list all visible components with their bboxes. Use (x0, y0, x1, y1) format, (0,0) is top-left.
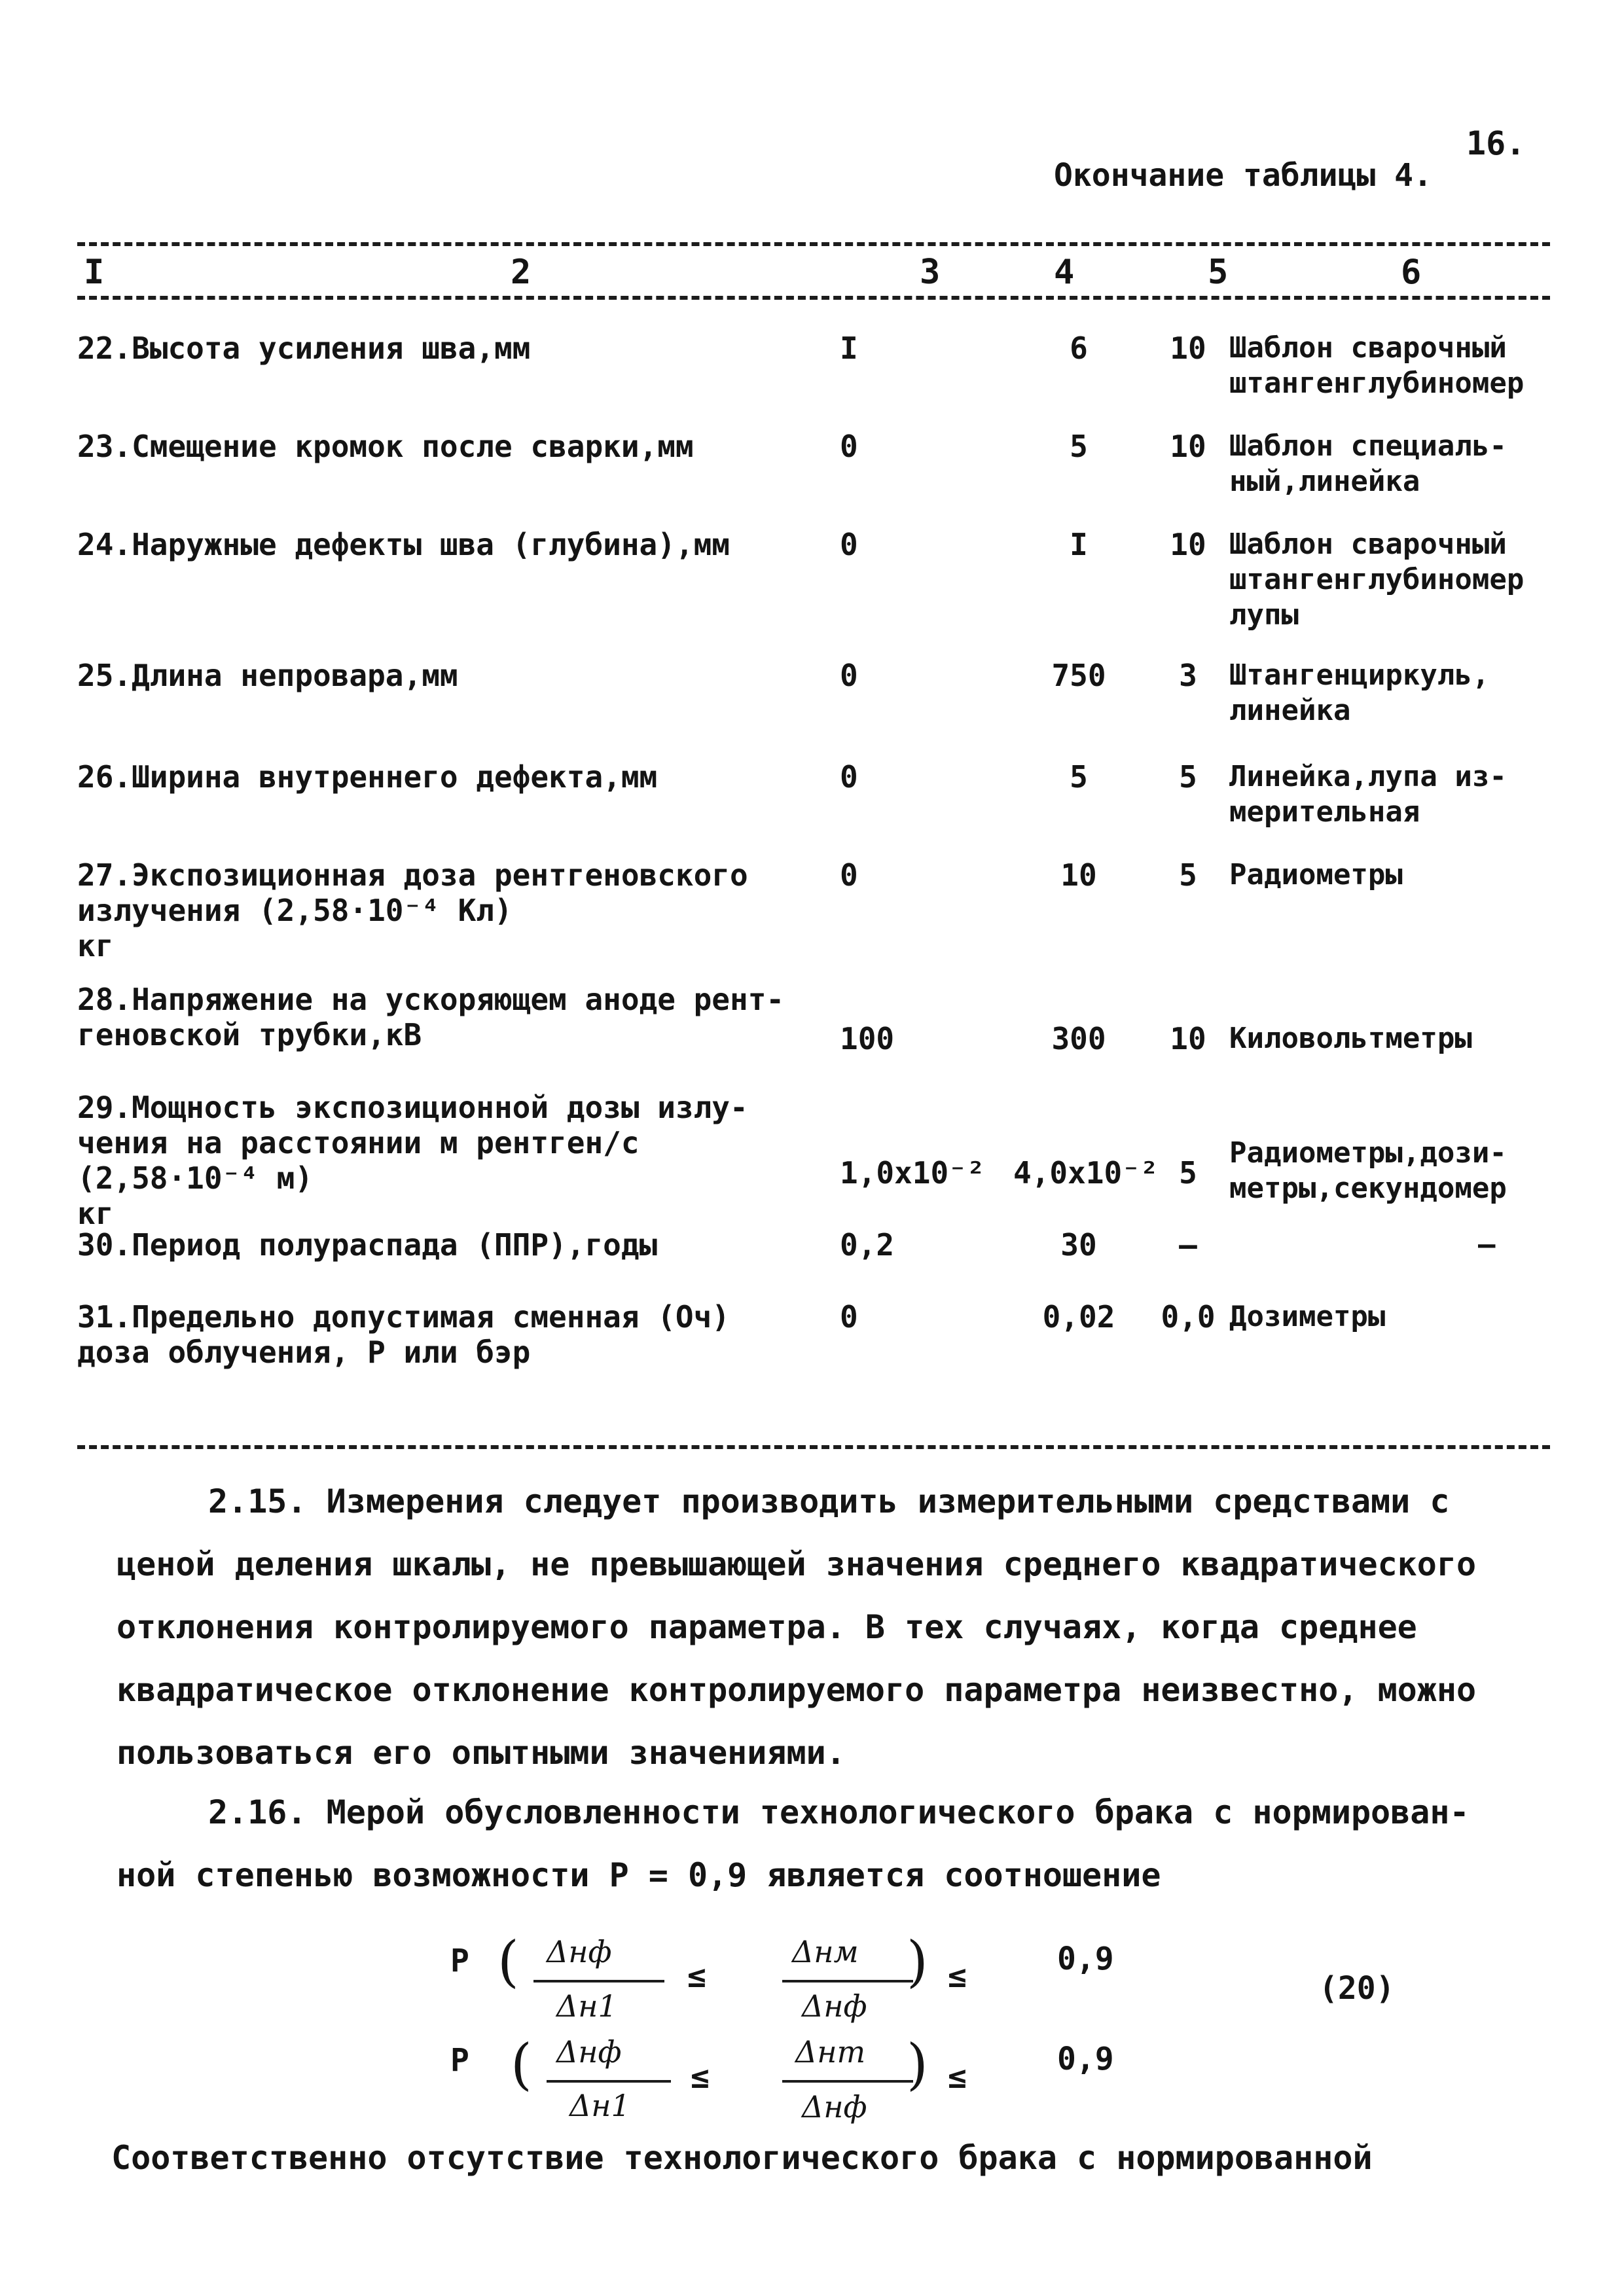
formula-le-2a: ≤ (691, 2059, 710, 2096)
col-header-6: 6 (1401, 253, 1422, 292)
row-col4: 300 (1051, 1021, 1106, 1056)
text-line: 2.15. Измерения следует производить измерительными средствами с (208, 1482, 1450, 1520)
text-line: пользоваться его опытными значениями. (117, 1734, 846, 1772)
row-col5: 10 (1170, 1021, 1206, 1056)
row-parameter: 22.Высота усиления шва,мм (77, 331, 531, 366)
formula-le-2b: ≤ (948, 2059, 967, 2096)
formula-fraction-bar (782, 1980, 913, 1982)
table-top-rule (77, 242, 1550, 246)
row-parameter: 24.Наружные дефекты шва (глубина),мм (77, 527, 730, 562)
row-col5: 10 (1170, 527, 1206, 562)
formula-num-right-2: Δнт (795, 2034, 866, 2070)
row-col5: 3 (1179, 658, 1197, 693)
row-col4: 4,0x10⁻² (1013, 1155, 1159, 1191)
row-col4: 5 (1070, 759, 1088, 795)
row-parameter: 25.Длина непровара,мм (77, 658, 458, 693)
text-line: отклонения контролируемого параметра. В тех случаях, когда среднее (117, 1608, 1417, 1646)
row-col3: 0 (840, 429, 858, 464)
page-number: 16. (1466, 124, 1526, 162)
formula-num-left-1: Δнф (547, 1934, 612, 1969)
row-col3: 0 (840, 658, 858, 693)
row-col3: 0 (840, 857, 858, 893)
row-instrument: Линейка,лупа из- мерительная (1229, 760, 1507, 829)
row-col3: I (840, 331, 858, 366)
formula-den-left-1: Δн1 (556, 1988, 617, 2024)
formula-number: (20) (1319, 1970, 1395, 2007)
row-col5: 5 (1179, 759, 1197, 795)
formula-den-left-2: Δн1 (569, 2088, 630, 2123)
col-header-2: 2 (511, 253, 532, 292)
text-line: квадратическое отклонение контролируемого параметра неизвестно, можно (117, 1671, 1477, 1709)
col-header-1: I (84, 253, 105, 292)
row-col5: 10 (1170, 331, 1206, 366)
row-col3: 0 (840, 527, 858, 562)
text-line: ной степенью возможности Р = 0,9 является соотношение (117, 1856, 1161, 1894)
row-col5: 5 (1179, 857, 1197, 893)
row-parameter: 28.Напряжение на ускоряющем аноде рент- геновской трубки,кВ (77, 982, 785, 1052)
row-parameter: 26.Ширина внутреннего дефекта,мм (77, 759, 658, 795)
row-instrument: – (1478, 1228, 1496, 1261)
col-header-4: 4 (1054, 253, 1075, 292)
table-header-rule (77, 296, 1550, 300)
formula-fraction-bar (547, 2080, 671, 2083)
row-parameter: 23.Смещение кромок после сварки,мм (77, 429, 694, 464)
row-col3: 100 (840, 1021, 895, 1056)
formula-den-right-2: Δнф (802, 2089, 867, 2125)
row-instrument: Дозиметры (1229, 1300, 1386, 1333)
paragraph-2-16 (117, 1793, 1517, 1919)
formula-value-1: 0,9 (1057, 1941, 1114, 1977)
row-instrument: Шаблон сварочный штангенглубиномер лупы (1229, 528, 1525, 632)
row-parameter: 29.Мощность экспозиционной дозы излу- чения на расстоянии м рентген/с (2,58·10⁻⁴ м) кг (77, 1090, 748, 1231)
row-col3: 0,2 (840, 1227, 895, 1263)
row-col3: 0 (840, 1299, 858, 1335)
formula-den-right-1: Δнф (802, 1988, 867, 2024)
paragraph-continuation (111, 2139, 1512, 2202)
row-col4: 10 (1060, 857, 1097, 893)
row-instrument: Радиометры (1229, 858, 1403, 891)
text-line: Соответственно отсутствие технологического брака с нормированной (111, 2139, 1373, 2177)
row-instrument: Киловольтметры (1229, 1022, 1472, 1055)
row-parameter: 27.Экспозиционная доза рентгеновского излучения (2,58·10⁻⁴ Кл) кг (77, 857, 748, 963)
row-col4: 750 (1051, 658, 1106, 693)
text-line: ценой деления шкалы, не превышающей значения среднего квадратического (117, 1545, 1477, 1583)
paragraph-2-15 (117, 1482, 1517, 1797)
formula-p-1: Р (450, 1943, 469, 1979)
row-col4: I (1070, 527, 1088, 562)
col-header-3: 3 (920, 253, 941, 292)
formula-p-2: Р (450, 2042, 469, 2079)
row-col4: 0,02 (1042, 1299, 1115, 1335)
formula-value-2: 0,9 (1057, 2041, 1114, 2077)
row-col5: 10 (1170, 429, 1206, 464)
text-line: 2.16. Мерой обусловленности технологического брака с нормирован- (208, 1793, 1470, 1831)
formula-paren-open-2: ( (511, 2032, 532, 2096)
row-col4: 5 (1070, 429, 1088, 464)
row-instrument: Радиометры,дози- метры,секундомер (1229, 1136, 1507, 1205)
formula-paren-close-1: ) (907, 1929, 928, 1994)
row-parameter: 30.Период полураспада (ППР),годы (77, 1227, 658, 1263)
formula-paren-close-2: ) (907, 2032, 928, 2096)
row-col3: 1,0x10⁻² (840, 1155, 985, 1191)
row-col5: 0,0 (1161, 1299, 1216, 1335)
formula-fraction-bar (782, 2080, 913, 2083)
formula-le-1b: ≤ (948, 1958, 967, 1995)
formula-le-1a: ≤ (687, 1958, 706, 1995)
row-col4: 30 (1060, 1227, 1097, 1263)
formula-num-right-1: Δнм (792, 1934, 859, 1969)
row-parameter: 31.Предельно допустимая сменная (Оч) доза облучения, Р или бэр (77, 1299, 730, 1370)
formula-fraction-bar (533, 1980, 664, 1982)
row-instrument: Шаблон сварочный штангенглубиномер (1229, 331, 1525, 400)
formula-paren-open-1: ( (497, 1929, 519, 1994)
table-bottom-rule (77, 1445, 1550, 1449)
row-instrument: Штангенциркуль, линейка (1229, 658, 1490, 727)
row-instrument: Шаблон специаль- ный,линейка (1229, 429, 1507, 498)
row-col5: – (1179, 1227, 1197, 1263)
row-col3: 0 (840, 759, 858, 795)
formula-num-left-2: Δнф (556, 2034, 622, 2070)
row-col5: 5 (1179, 1155, 1197, 1191)
row-col4: 6 (1070, 331, 1088, 366)
col-header-5: 5 (1208, 253, 1229, 292)
table-caption: Окончание таблицы 4. (1054, 157, 1432, 194)
